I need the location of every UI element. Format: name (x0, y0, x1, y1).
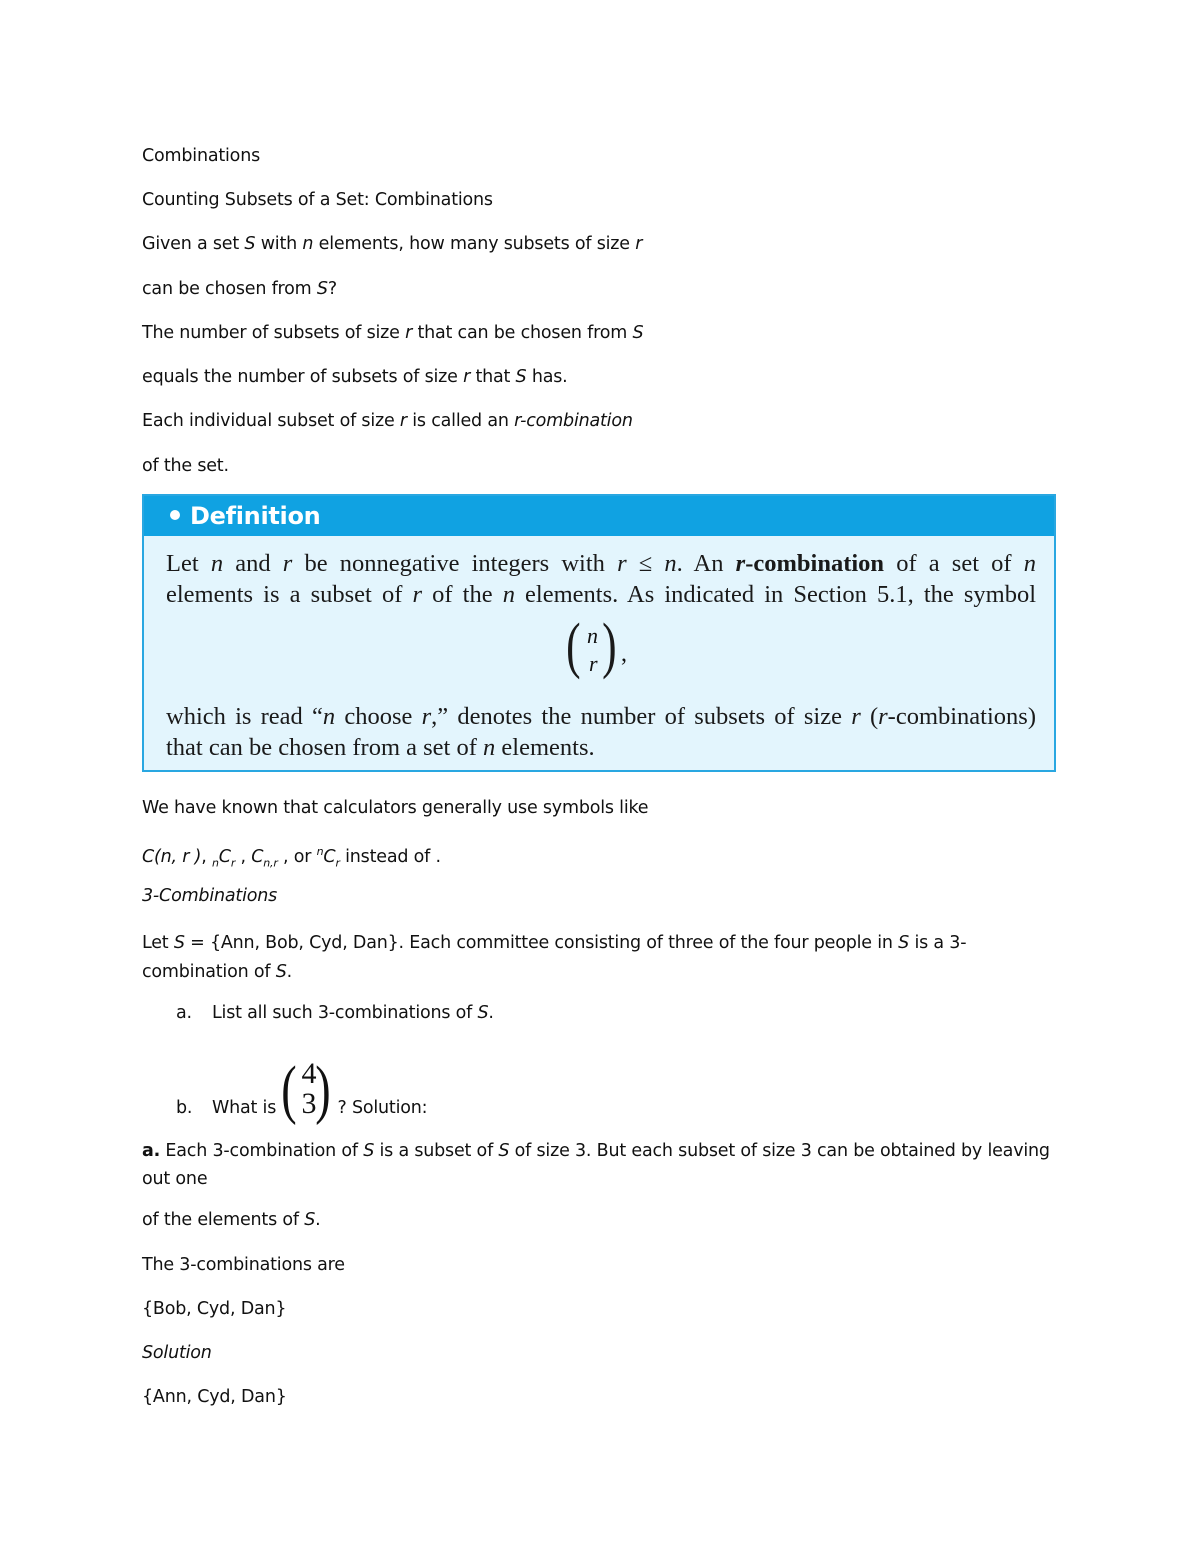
definition-line3: which is read “n choose r,” denotes the number of subsets of size r (r-combinations) (166, 703, 1036, 730)
combinations-intro: The 3-combinations are (142, 1255, 345, 1275)
bullet-icon (170, 510, 180, 520)
intro-question-line1: Given a set S with n elements, how many subsets of size r (142, 234, 643, 254)
combination-set-1: {Bob, Cyd, Dan} (142, 1299, 287, 1319)
intro-paragraph-line4: of the set. (142, 456, 229, 476)
example-statement: Let S = {Ann, Bob, Cyd, Dan}. Each committee consisting of three of the four people in S is a 3-combination of S. (142, 933, 967, 982)
solution-a-text: a. Each 3-combination of S is a subset of S of size 3. But each subset of size 3 can be obtained by leaving out one (142, 1141, 1050, 1189)
binomial-4-choose-3: ( 4 3 ) (280, 1053, 331, 1126)
solution-a-continued: of the elements of S. (142, 1210, 321, 1230)
calculator-symbols: C(n, r ), $_nC_r$ , $C_{n,r}$ , or $^nC_r$ instead of . (142, 845, 441, 870)
section-heading: Counting Subsets of a Set: Combinations (142, 190, 493, 210)
definition-header: Definition (144, 496, 1054, 536)
solution-label: Solution (142, 1343, 212, 1363)
question-b: b. What is ( 4 3 ) ? Solution: (176, 1053, 428, 1126)
definition-line2: elements is a subset of r of the n elements. As indicated in Section 5.1, the symbol (166, 581, 1037, 608)
document-title: Combinations (142, 146, 260, 166)
combination-set-2: {Ann, Cyd, Dan} (142, 1387, 287, 1407)
intro-paragraph-line3: Each individual subset of size r is called an r-combination (142, 411, 633, 431)
definition-line1: Let n and r be nonnegative integers with r ≤ n. An r-combination of a set of n (166, 550, 1036, 577)
definition-box (142, 494, 1056, 772)
question-a: a. List all such 3-combinations of S. (176, 1003, 494, 1023)
example-heading: 3-Combinations (142, 886, 278, 906)
binomial-symbol: ( n r ) , (566, 612, 627, 680)
intro-paragraph-line1: The number of subsets of size r that can be chosen from S (142, 323, 644, 343)
intro-question-line2: can be chosen from S? (142, 279, 337, 299)
intro-paragraph-line2: equals the number of subsets of size r that S has. (142, 367, 568, 387)
calculator-note: We have known that calculators generally use symbols like (142, 798, 649, 818)
definition-line4: that can be chosen from a set of n elements. (166, 734, 595, 761)
